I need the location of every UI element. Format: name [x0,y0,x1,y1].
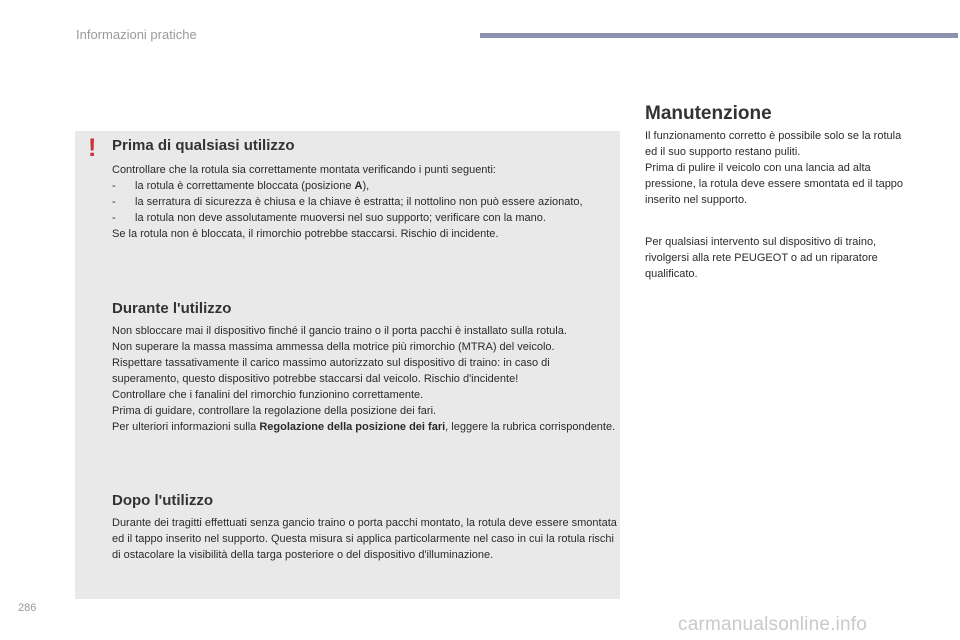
dopo-title: Dopo l'utilizzo [112,492,214,509]
prima-intro: Controllare che la rotula sia correttamente montata verificando i punti seguenti: [112,164,496,176]
prima-bullet-3 [112,210,617,226]
page-number: 286 [18,602,37,614]
manutenzione-line-2: Prima di pulire il veicolo con una lancia ad alta pressione, la rotula deve essere smontata ed il tappo inserito nel supporto. [645,162,904,206]
exclamation-icon: ! [88,134,97,162]
bullet-text: la serratura di sicurezza è chiusa e la chiave è estratta; il nottolino non può essere azionato, [135,196,583,208]
manutenzione-para-2: Per qualsiasi intervento sul dispositivo di traino, rivolgersi alla rete PEUGEOT o ad un riparatore qualificato. [645,236,878,280]
watermark: carmanualsonline.info [678,614,868,635]
manutenzione-title: Manutenzione [645,103,772,124]
bold-reference: Regolazione della posizione dei fari [259,421,446,433]
durante-line-4: Controllare che i fanalini del rimorchio funzionino correttamente. [112,389,424,401]
prima-bullet-1 [112,178,617,194]
header-bar [480,33,958,38]
manutenzione-para-1 [645,128,910,208]
bullet-dash: - [112,212,116,224]
prima-text [112,162,617,242]
prima-bullet-2 [112,194,617,210]
bullet-text: la rotula è correttamente bloccata (posizione A), [135,180,370,192]
dopo-text: Durante dei tragitti effettuati senza gancio traino o porta pacchi montato, la rotula deve essere smontata ed il tappo inserito nel supporto. Questa misura si applica particolarmente nel caso in cui la rotula rischi di ostacolare la visibilità della targa posteriore o del dispositivo d'illuminazione. [112,517,617,561]
prima-outro: Se la rotula non è bloccata, il rimorchio potrebbe staccarsi. Rischio di incidente. [112,228,499,240]
bullet-dash: - [112,196,116,208]
bullet-dash: - [112,180,116,192]
durante-line-5: Prima di guidare, controllare la regolazione della posizione dei fari. [112,405,437,417]
durante-text [112,323,617,435]
bullet-text: la rotula non deve assolutamente muoversi nel suo supporto; verificare con la mano. [135,212,546,224]
durante-line-1: Non sbloccare mai il dispositivo finché il gancio traino o il porta pacchi è installato sulla rotula. [112,325,567,337]
durante-title: Durante l'utilizzo [112,300,232,317]
section-label: Informazioni pratiche [76,27,197,42]
durante-line-3: Rispettare tassativamente il carico massimo autorizzato sul dispositivo di traino: in caso di superamento, questo dispositivo potrebbe staccarsi dal veicolo. Rischio d'incidente! [112,357,550,385]
durante-line-2: Non superare la massa massima ammessa della motrice più rimorchio (MTRA) del veicolo. [112,341,555,353]
manutenzione-line-1: Il funzionamento corretto è possibile solo se la rotula ed il suo supporto restano puliti. [645,130,902,158]
prima-title: Prima di qualsiasi utilizzo [112,137,295,154]
warning-box [75,131,620,599]
durante-line-6: Per ulteriori informazioni sulla Regolazione della posizione dei fari, leggere la rubrica corrispondente. [112,421,616,433]
